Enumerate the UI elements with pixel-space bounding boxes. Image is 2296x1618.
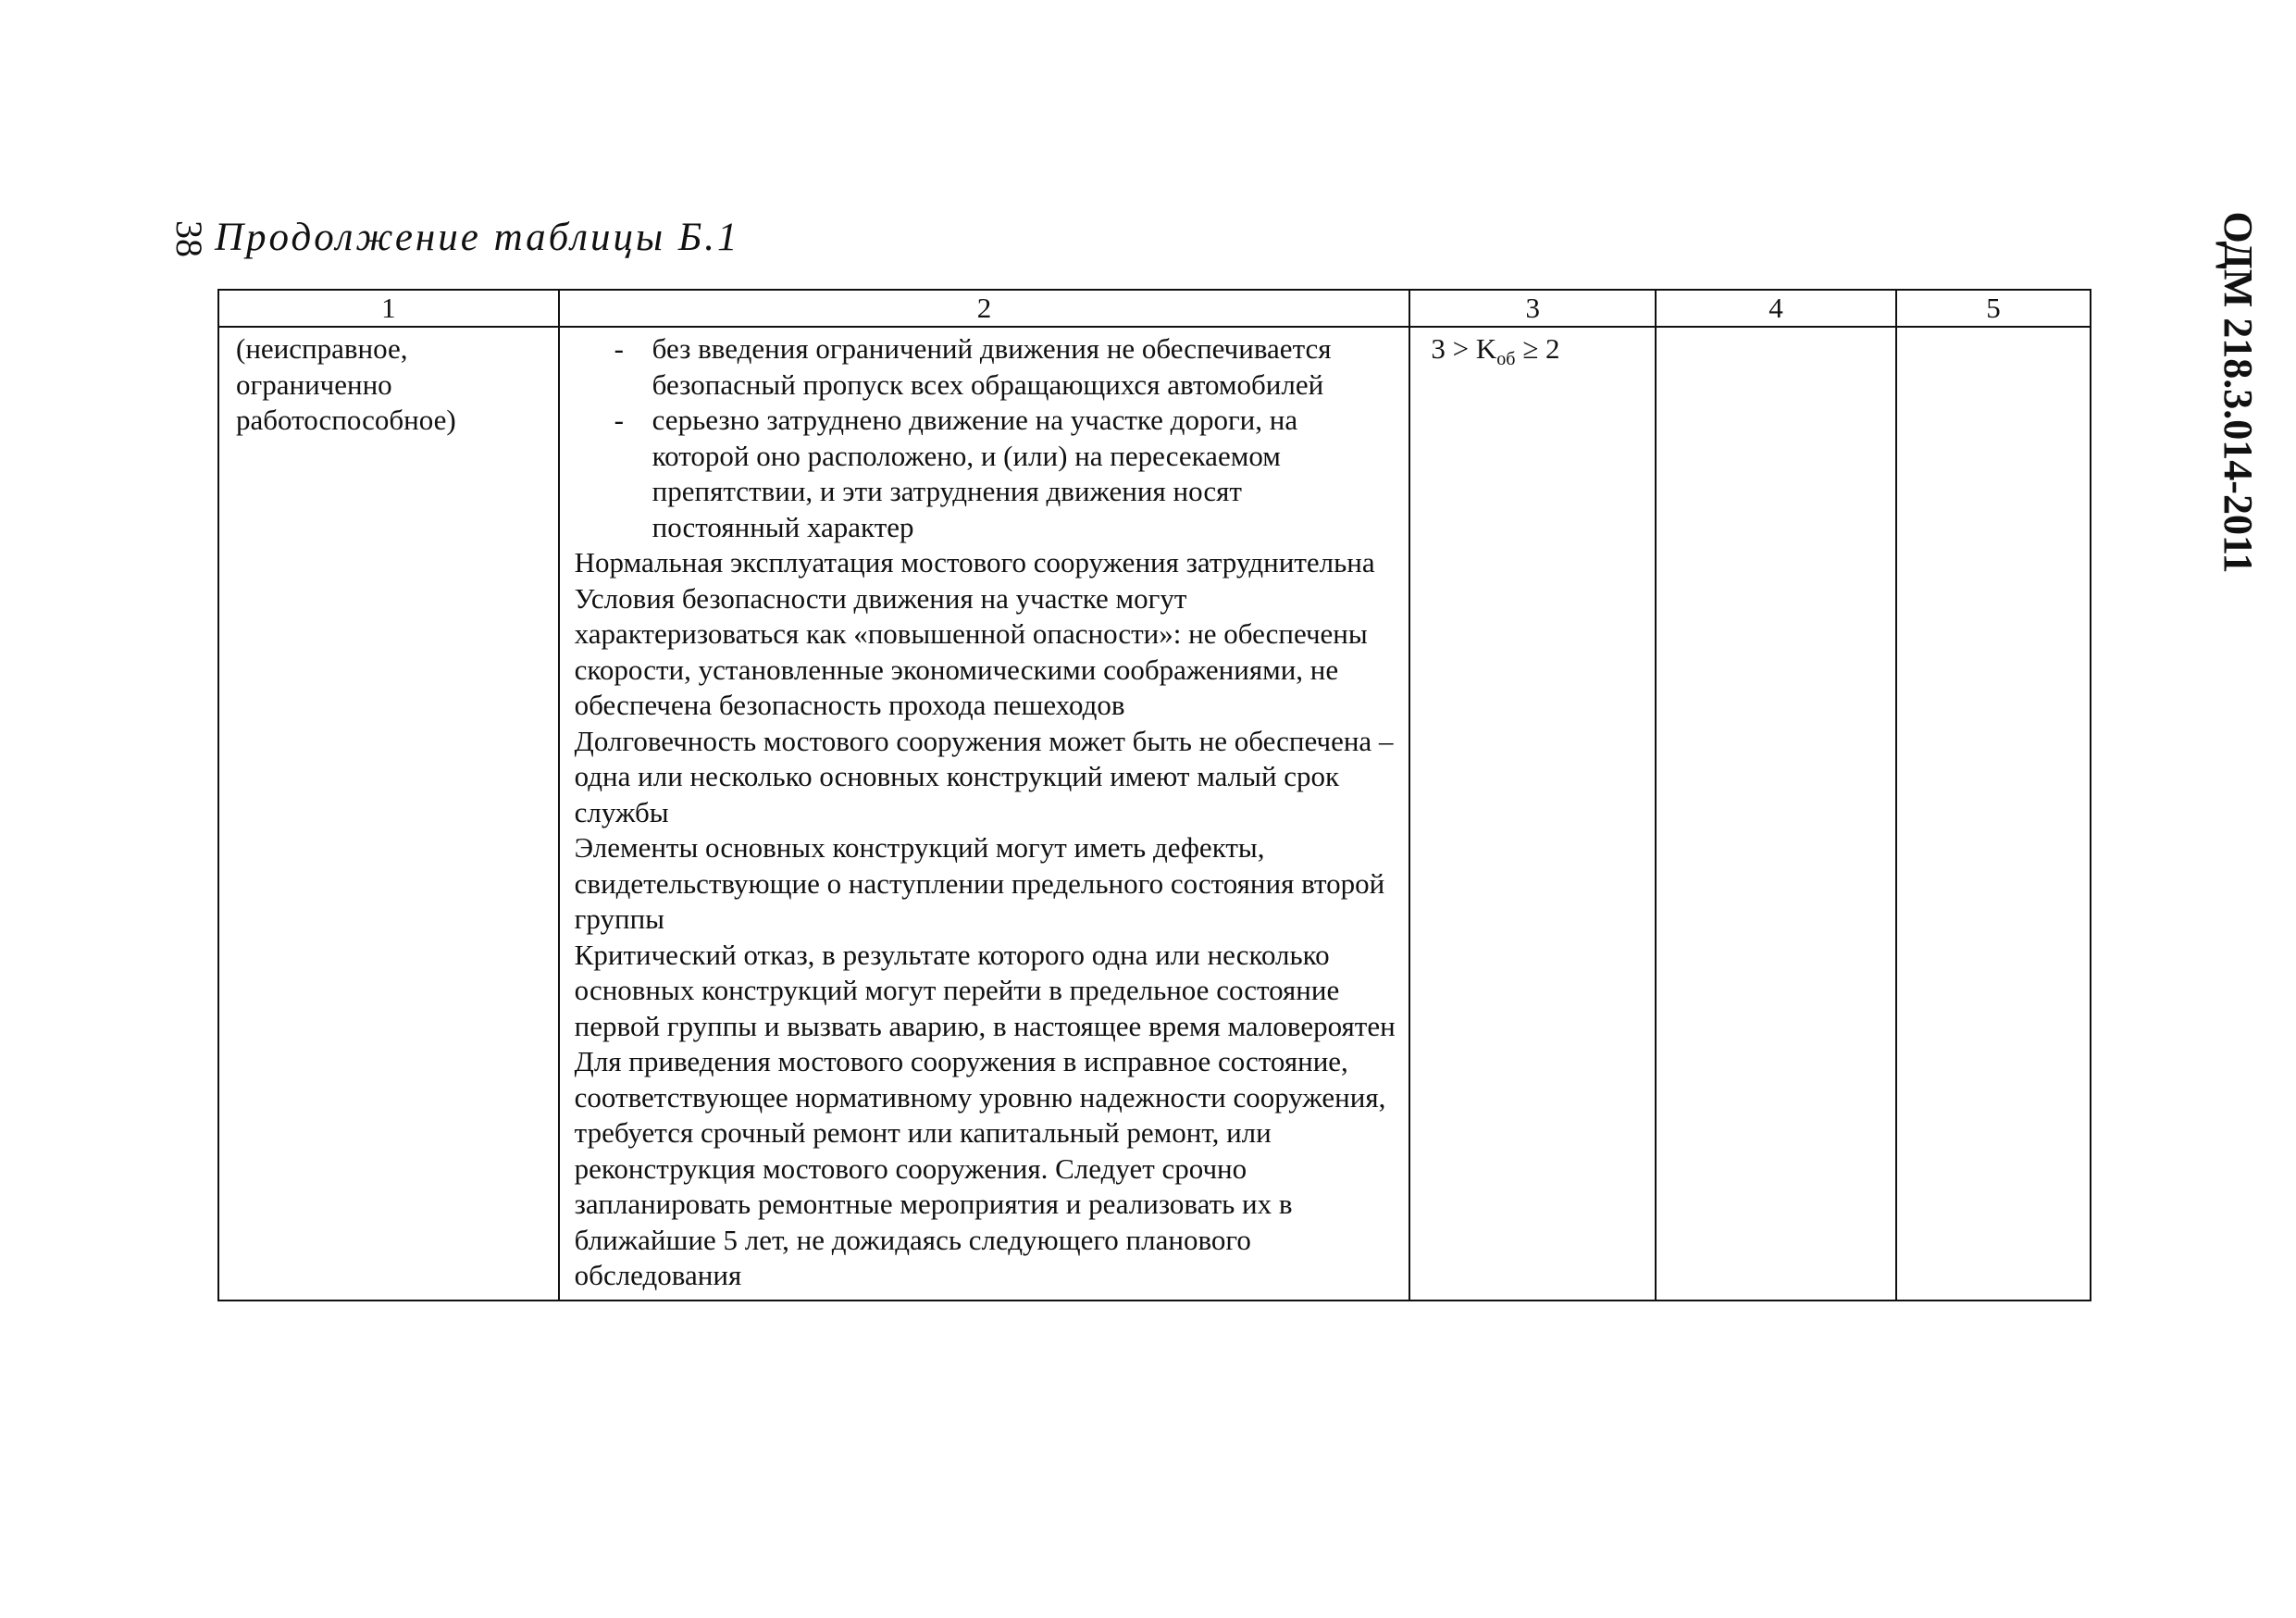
coefficient-cell (1409, 327, 1656, 1301)
coefficient-subscript: об (1496, 349, 1516, 370)
paragraph: Элементы основных конструкций могут иметь дефекты, свидетельствующие о наступлении предельного состояния второй группы (574, 831, 1385, 935)
empty-cell-5 (1896, 327, 2091, 1301)
list-item-text: серьезно затруднено движение на участке дороги, на которой оно расположено, и (или) на пересекаемом препятствии, и эти затруднения движения носят постоянный характер (652, 404, 1298, 543)
header-col-2: 2 (559, 290, 1410, 327)
document-code: ОДМ 218.3.014-2011 (2215, 211, 2261, 574)
header-col-5: 5 (1896, 290, 2091, 327)
list-item-text: без введения ограничений движения не обеспечивается безопасный пропуск всех обращающихся автомобилей (652, 332, 1332, 401)
description-cell (559, 327, 1410, 1301)
list-item (575, 403, 1396, 545)
coefficient-left: 3 > K (1431, 332, 1497, 365)
header-col-4: 4 (1656, 290, 1896, 327)
paragraph: Критический отказ, в результате которого одна или несколько основных конструкций могут перейти в предельное состояние первой группы и вызвать аварию, в настоящее время маловероятен (574, 938, 1396, 1042)
table-caption: Продолжение таблицы Б.1 (215, 216, 740, 259)
page-number: 38 (168, 220, 210, 257)
condition-text: (неисправное, ограниченно работоспособное) (236, 332, 456, 436)
dash-marker: - (614, 404, 624, 436)
header-col-1: 1 (218, 290, 559, 327)
table-header-row (218, 290, 2091, 327)
header-col-3: 3 (1409, 290, 1656, 327)
dash-marker: - (614, 332, 624, 365)
coefficient-right: ≥ 2 (1515, 332, 1560, 365)
condition-cell (218, 327, 559, 1301)
paragraph: Для приведения мостового сооружения в исправное состояние, соответствующее нормативному уровню надежности сооружения, требуется срочный ремонт или капитальный ремонт, или реконструкция мостового сооружения. Следует срочно запланировать ремонтные мероприятия и реализовать их в ближайшие 5 лет, не дожидаясь следующего планового обследования (574, 1045, 1386, 1291)
main-table (217, 289, 2091, 1301)
paragraph: Условия безопасности движения на участке могут характеризоваться как «повышенной опасности»: не обеспечены скорости, установленные экономическими соображениями, не обеспечена безопасность прохода пешеходов (574, 581, 1368, 721)
table-row (218, 327, 2091, 1301)
paragraph: Долговечность мостового сооружения может быть не обеспечена – одна или несколько основных конструкций имеют малый срок службы (574, 724, 1394, 828)
empty-cell-4 (1656, 327, 1896, 1301)
list-item (575, 331, 1396, 403)
paragraph: Нормальная эксплуатация мостового сооружения затруднительна (574, 546, 1375, 579)
